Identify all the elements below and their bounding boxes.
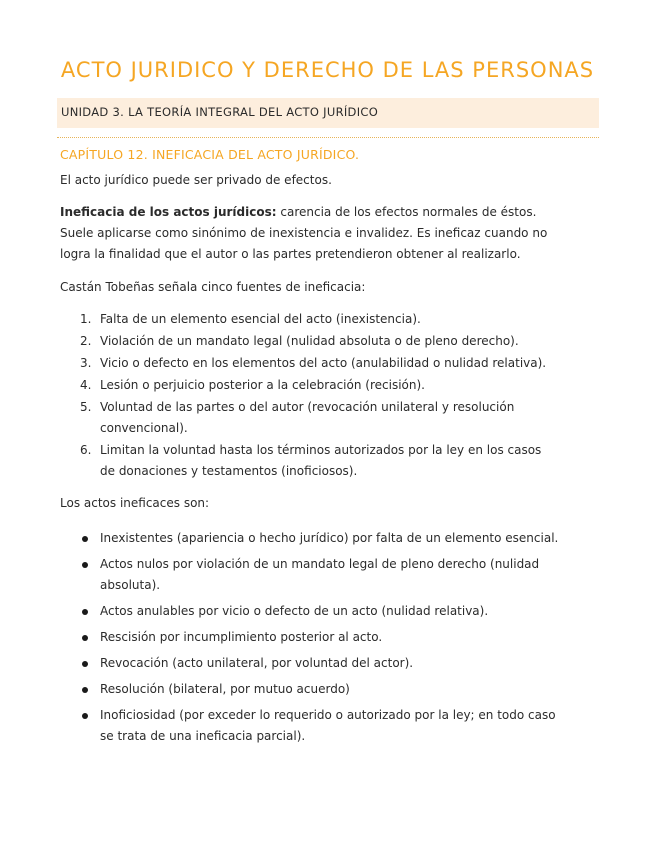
definition-paragraph [60,202,552,265]
unit-heading: UNIDAD 3. LA TEORÍA INTEGRAL DEL ACTO JURÍDICO [61,105,379,119]
list-item [60,440,560,482]
bullet-icon [82,562,88,568]
list-number: 2. [80,334,92,348]
list-item-text: Voluntad de las partes o del autor (revocación unilateral y resolución convencional). [100,400,515,435]
list-item-text: Actos nulos por violación de un mandato legal de pleno derecho (nulidad absoluta). [100,557,540,592]
list-item-text: Rescisión por incumplimiento posterior al acto. [100,630,383,644]
list-item-text: Actos anulables por vicio o defecto de un acto (nulidad relativa). [100,604,489,618]
bullet-icon [82,635,88,641]
bullet-icon [82,661,88,667]
list-item-text: Inoficiosidad (por exceder lo requerido o autorizado por la ley; en todo caso se trata de una ineficacia parcial). [100,708,556,743]
list-number: 5. [80,400,92,414]
list-item [60,679,560,700]
list-item [60,331,560,352]
list-item [60,309,560,330]
chapter-heading: CAPÍTULO 12. INEFICACIA DEL ACTO JURÍDICO. [60,147,360,162]
list-number: 1. [80,312,92,326]
list-number: 3. [80,356,92,370]
list-item [60,653,560,674]
list-item [60,554,560,596]
list-item [60,627,560,648]
sources-intro: Castán Tobeñas señala cinco fuentes de ineficacia: [60,280,366,294]
intro-paragraph: El acto jurídico puede ser privado de efectos. [60,173,332,187]
list-item [60,528,560,549]
acts-list [60,528,560,752]
list-item-text: Resolución (bilateral, por mutuo acuerdo) [100,682,350,696]
list-item [60,601,560,622]
list-item-text: Vicio o defecto en los elementos del acto (anulabilidad o nulidad relativa). [100,356,547,370]
document-title: ACTO JURIDICO Y DERECHO DE LAS PERSONAS [60,58,595,82]
dotted-divider [57,137,599,138]
list-item-text: Lesión o perjuicio posterior a la celebración (recisión). [100,378,425,392]
unit-banner [57,98,599,128]
list-item [60,397,560,439]
list-item-text: Limitan la voluntad hasta los términos autorizados por la ley en los casos de donaciones y testamentos (inoficiosos). [100,443,542,478]
list-item [60,705,560,747]
bullet-icon [82,609,88,615]
list-item [60,375,560,396]
definition-term: Ineficacia de los actos jurídicos: [60,205,277,219]
bullet-icon [82,687,88,693]
list-item-text: Inexistentes (apariencia o hecho jurídico) por falta de un elemento esencial. [100,531,559,545]
list-item [60,353,560,374]
list-item-text: Revocación (acto unilateral, por voluntad del actor). [100,656,414,670]
list-number: 6. [80,443,92,457]
list-item-text: Falta de un elemento esencial del acto (inexistencia). [100,312,421,326]
list-number: 4. [80,378,92,392]
bullet-icon [82,536,88,542]
definition-text: carencia de los efectos normales de éstos. Suele aplicarse como sinónimo de inexistencia e invalidez. Es ineficaz cuando no logra la finalidad que el autor o las partes pretendieron obtener al realizarlo. [60,205,548,261]
list-item-text: Violación de un mandato legal (nulidad absoluta o de pleno derecho). [100,334,519,348]
sources-list [60,309,560,483]
bullet-icon [82,713,88,719]
acts-intro: Los actos ineficaces son: [60,496,210,510]
